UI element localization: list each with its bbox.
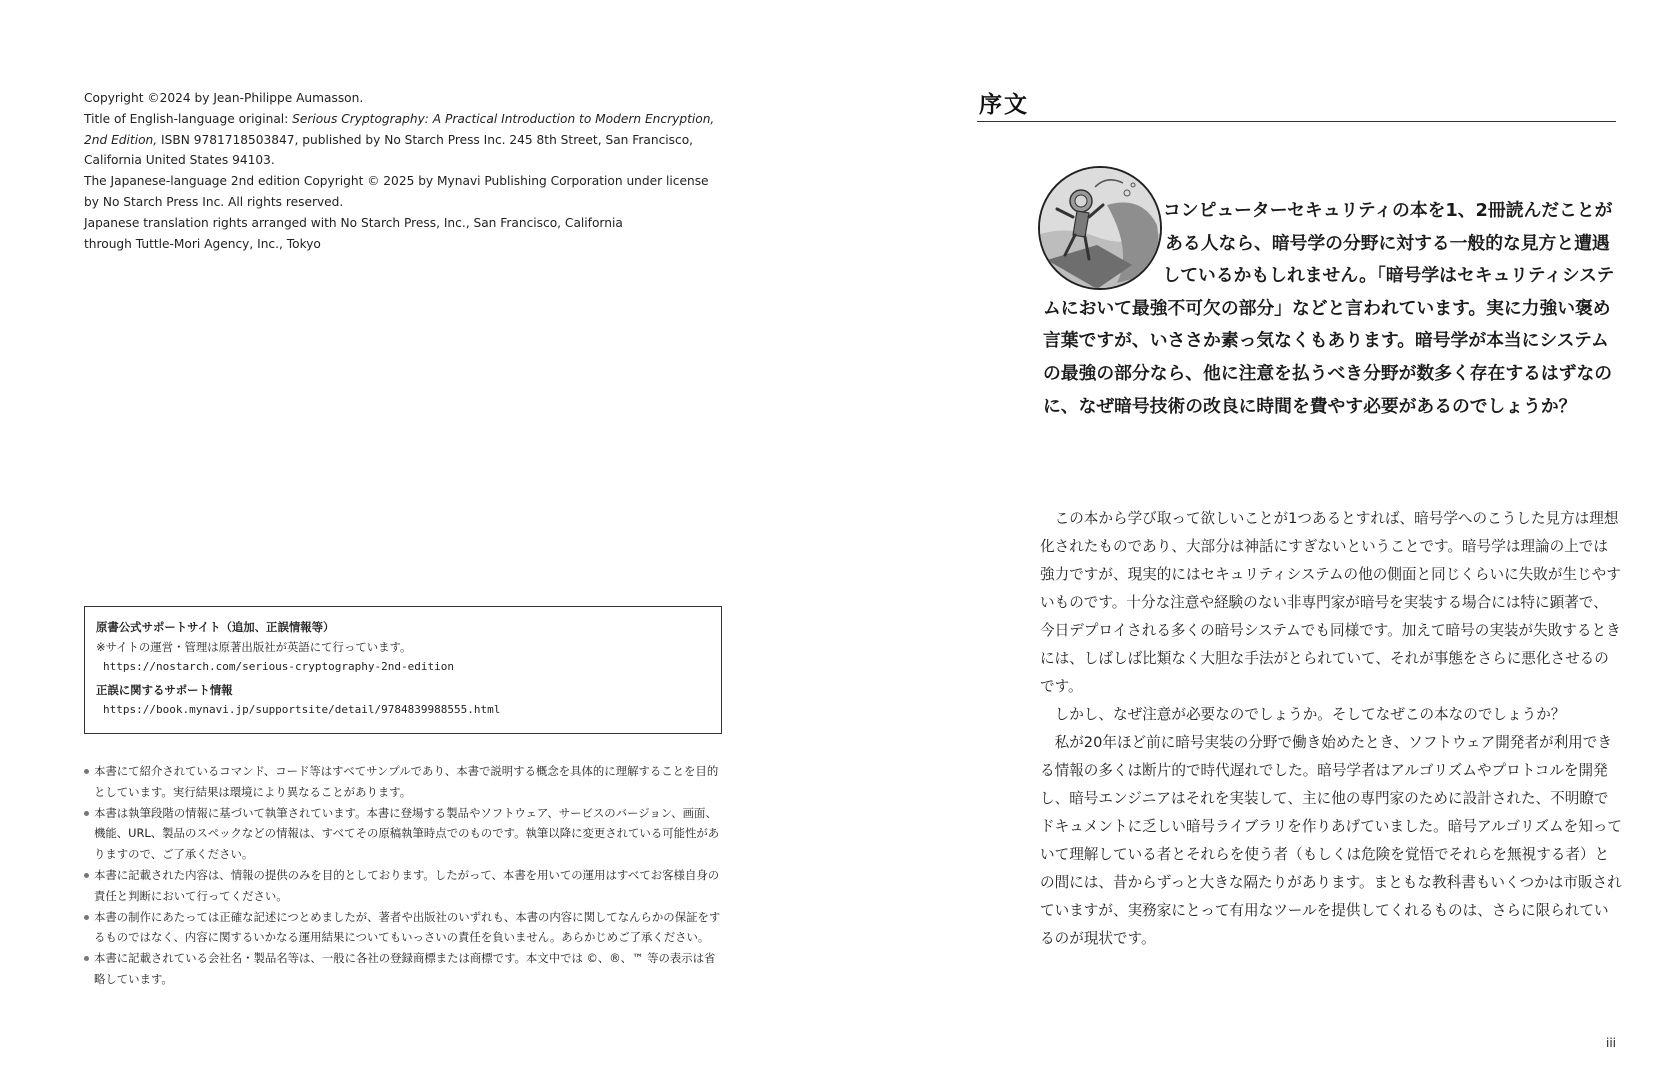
support-site-url[interactable]: https://nostarch.com/serious-cryptography-2nd-edition [103, 660, 454, 673]
list-item: 本書に記載されている会社名・製品名等は、一般に各社の登録商標または商標です。本文中では ©、®、™ 等の表示は省略しています。 [84, 948, 724, 990]
original-title: Serious Cryptography: A Practical Introduction to Modern Encryption, 2nd Edition, [84, 111, 715, 147]
support-site-heading: 原書公式サポートサイト（追加、正誤情報等） [96, 620, 335, 634]
support-site-note: ※サイトの運営・管理は原著出版社が英語にて行っています。 [96, 640, 412, 654]
body-paragraph: しかし、なぜ注意が必要なのでしょうか。そしてなぜこの本なのでしょうか？ [1054, 706, 1566, 723]
list-item: 本書にて紹介されているコマンド、コード等はすべてサンプルであり、本書で説明する概念を具体的に理解することを目的としています。実行結果は環境により異なることがあります。 [84, 761, 724, 803]
agency-line: through Tuttle-Mori Agency, Inc., Tokyo [84, 236, 321, 251]
translation-rights-line: Japanese translation rights arranged with No Starch Press, Inc., San Francisco, California [84, 215, 623, 230]
body-paragraph: 私が20年ほど前に暗号実装の分野で働き始めたとき、ソフトウェア開発者が利用できる情報の多くは断片的で時代遅れでした。暗号学者はアルゴリズムやプロトコルを開発し、暗号エンジニアはそれを実装して、主に他の専門家のために設計された、不明瞭でドキュメントに乏しい暗号ライブラリを作りあげていました。暗号アルゴリズムを知っていて理解している者とそれらを使う者（もしくは危険を覚悟でそれらを無視する者）との間には、昔からずっと大きな隔たりがあります。まともな教科書もいくつかは市販されていますが、実務家にとって有用なツールを提供してくれるものは、さらに限られているのが現状です。 [1040, 734, 1623, 947]
title-divider [977, 121, 1616, 122]
original-title-prefix: Title of English-language original: [84, 111, 293, 126]
japanese-edition-line: The Japanese-language 2nd edition Copyright © 2025 by Mynavi Publishing Corporation under license by No Starch Press Inc. All rights reserved. [84, 174, 709, 209]
support-info-box [84, 606, 722, 734]
body-paragraph: この本から学び取って欲しいことが1つあるとすれば、暗号学へのこうした見方は理想化されたものであり、大部分は神話にすぎないということです。暗号学は理論の上では強力ですが、現実的にはセキュリティシステムの他の側面と同じくらいに失敗が生じやすいものです。十分な注意や経験のない非専門家が暗号を実装する場合には特に顕著で、今日デプロイされる多くの暗号システムでも同様です。加えて暗号の実装が失敗するときには、しばしば比類なく大胆な手法がとられていて、それが事態をさらに悪化させるのです。 [1040, 510, 1621, 695]
lead-text: コンピューターセキュリティの本を1、2冊読んだことがある人なら、暗号学の分野に対する一般的な見方と遭遇しているかもしれません。「暗号学はセキュリティシステムにおいて最強不可欠の部分」などと言われています。実に力強い褒め言葉ですが、いささか素っ気なくもあります。暗号学が本当にシステムの最強の部分なら、他に注意を払うべき分野が数多く存在するはずなのに、なぜ暗号技術の改良に時間を費やす必要があるのでしょうか？ [1043, 200, 1615, 417]
list-item: 本書に記載された内容は、情報の提供のみを目的としております。したがって、本書を用いての運用はすべてお客様自身の責任と判断において行ってください。 [84, 865, 724, 907]
disclaimer-list [84, 761, 724, 990]
copyright-notice [84, 88, 722, 254]
diver-illustration-icon [1037, 165, 1167, 291]
errata-url[interactable]: https://book.mynavi.jp/supportsite/detail/9784839988555.html [103, 703, 501, 716]
page-title: 序文 [979, 92, 1029, 118]
list-item: 本書の制作にあたっては正確な記述につとめましたが、著者や出版社のいずれも、本書の内容に関してなんらかの保証をするものではなく、内容に関するいかなる運用結果についてもいっさいの責任を負いません。あらかじめご了承ください。 [84, 907, 724, 949]
list-item: 本書は執筆段階の情報に基づいて執筆されています。本書に登場する製品やソフトウェア、サービスのバージョン、画面、機能、URL、製品のスペックなどの情報は、すべてその原稿執筆時点でのものです。執筆以降に変更されている可能性がありますので、ご了承ください。 [84, 803, 724, 865]
preface-body [1040, 505, 1622, 953]
copyright-line: Copyright ©2024 by Jean-Philippe Aumasson. [84, 91, 364, 105]
original-title-suffix: ISBN 9781718503847, published by No Starch Press Inc. 245 8th Street, San Francisco, California United States 94103. [84, 132, 694, 168]
errata-heading: 正誤に関するサポート情報 [96, 683, 233, 697]
page-number: iii [1606, 1036, 1617, 1050]
lead-paragraph-block [1043, 195, 1619, 423]
original-title-line [84, 109, 722, 171]
